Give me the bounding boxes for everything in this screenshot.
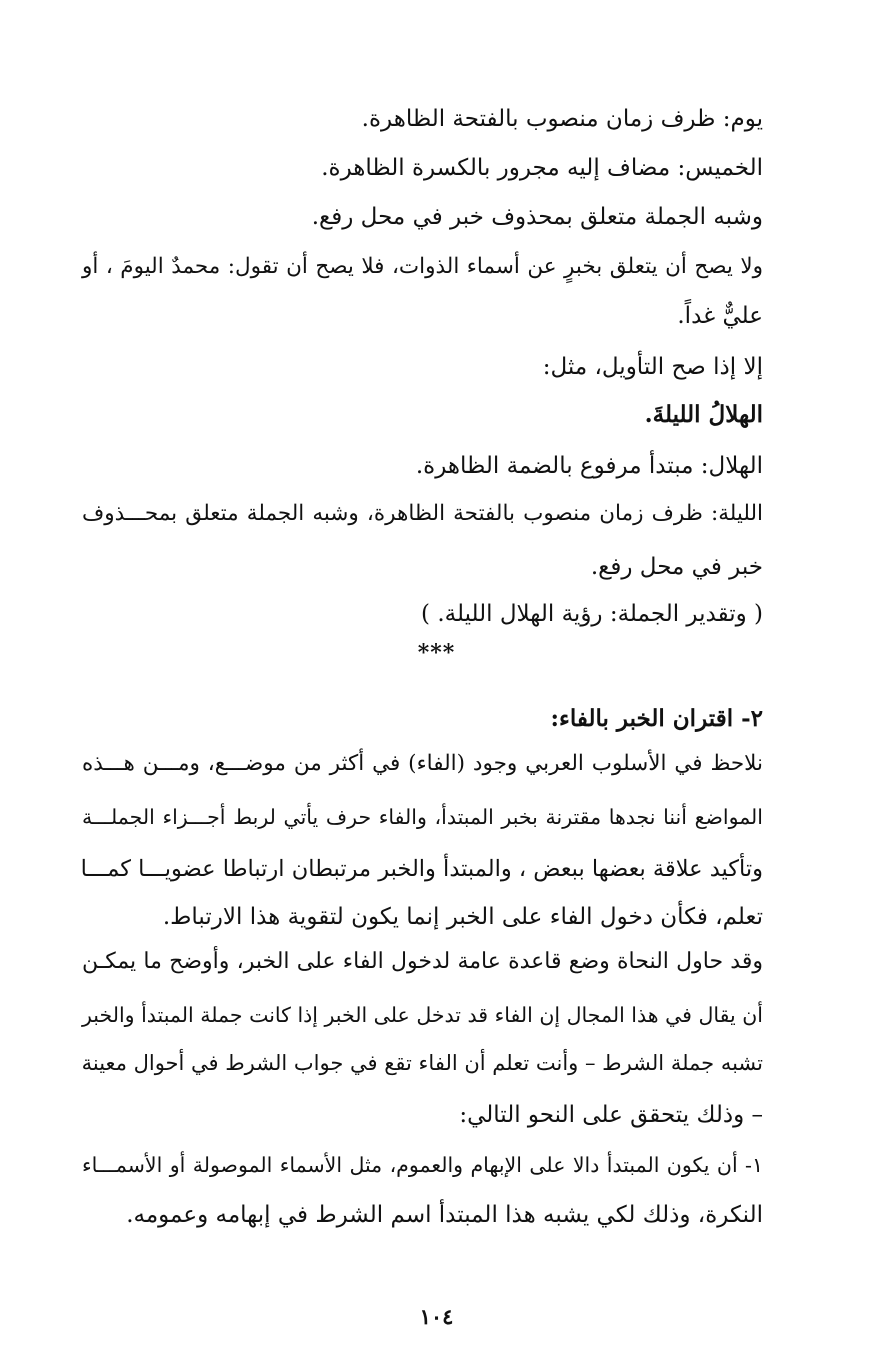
text-line: الخميس: مضاف إليه مجرور بالكسرة الظاهرة. xyxy=(321,155,763,181)
text-line: الليلة: ظرف زمان منصوب بالفتحة الظاهرة، وشبه الجملة متعلق بمحـــذوف xyxy=(82,501,763,526)
section-separator: *** xyxy=(417,640,456,666)
text-line: المواضع أننا نجدها مقترنة بخبر المبتدأ، والفاء حرف يأتي لربط أجـــزاء الجملـــة xyxy=(82,805,763,829)
text-line: وقد حاول النحاة وضع قاعدة عامة لدخول الفاء على الخبر، وأوضح ما يمكـن xyxy=(82,949,763,974)
text-line: عليٌّ غداً. xyxy=(677,303,763,329)
text-line: وشبه الجملة متعلق بمحذوف خبر في محل رفع. xyxy=(311,204,763,230)
text-line: – وذلك يتحقق على النحو التالي: xyxy=(459,1102,763,1128)
text-line: أن يقال في هذا المجال إن الفاء قد تدخل على الخبر إذا كانت جملة المبتدأ والخبر xyxy=(82,1003,763,1027)
example-sentence: الهلالُ الليلةَ. xyxy=(644,401,763,428)
text-line: النكرة، وذلك لكي يشبه هذا المبتدأ اسم الشرط في إبهامه وعمومه. xyxy=(126,1202,763,1228)
text-line: ولا يصح أن يتعلق بخبرٍ عن أسماء الذوات، فلا يصح أن تقول: محمدٌ اليومَ ، أو xyxy=(82,254,763,279)
text-line: خبر في محل رفع. xyxy=(590,554,763,580)
text-line: ( وتقدير الجملة: رؤية الهلال الليلة. ) xyxy=(421,601,763,627)
text-line: ١- أن يكون المبتدأ دالا على الإبهام والعموم، مثل الأسماء الموصولة أو الأسمـــاء xyxy=(82,1153,763,1177)
page-number: ١٠٤ xyxy=(419,1304,454,1329)
text-line: الهلال: مبتدأ مرفوع بالضمة الظاهرة. xyxy=(415,453,763,479)
text-line: تشبه جملة الشرط – وأنت تعلم أن الفاء تقع في جواب الشرط في أحوال معينة xyxy=(81,1051,763,1075)
text-line: نلاحظ في الأسلوب العربي وجود (الفاء) في أكثر من موضـــع، ومـــن هـــذه xyxy=(82,751,763,776)
text-line: تعلم، فكأن دخول الفاء على الخبر إنما يكون لتقوية هذا الارتباط. xyxy=(162,904,763,930)
text-line: إلا إذا صح التأويل، مثل: xyxy=(542,354,763,380)
text-line: وتأكيد علاقة بعضها ببعض ، والمبتدأ والخبر مرتبطان ارتباطا عضويـــا كمـــا xyxy=(80,856,763,882)
text-line: يوم: ظرف زمان منصوب بالفتحة الظاهرة. xyxy=(361,106,763,132)
section-heading: ٢- اقتران الخبر بالفاء: xyxy=(550,705,763,732)
